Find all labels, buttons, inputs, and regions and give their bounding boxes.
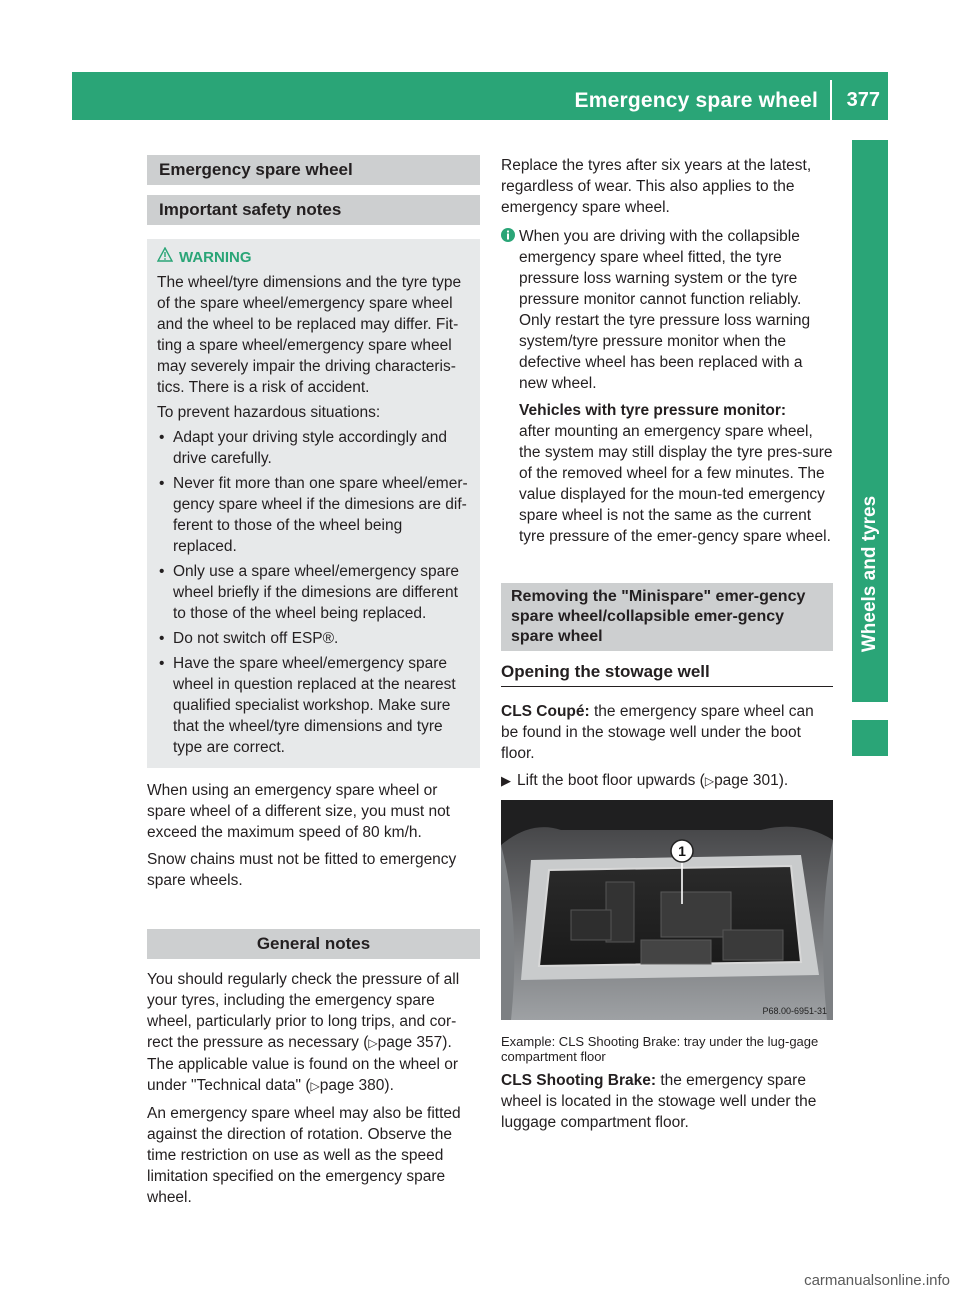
list-item xyxy=(157,473,470,557)
bullet-icon: • xyxy=(159,655,165,672)
opening-title: Opening the stowage well xyxy=(501,661,833,687)
snow-chains-paragraph: Snow chains must not be fitted to emergency spare wheels. xyxy=(147,851,457,889)
tpm-label: Vehicles with tyre pressure monitor: xyxy=(519,402,787,419)
shooting-brake-label: CLS Shooting Brake: xyxy=(501,1072,657,1089)
chapter-marker xyxy=(852,720,888,756)
boot-photo-illustration xyxy=(501,800,833,1020)
general-text: ). The applicable value is found on the wheel or under "Technical data" ( xyxy=(147,1034,459,1094)
bullet-text: Have the spare wheel/emergency spare wheel in question replaced at the nearest qualified specialist workshop. Make sure that the wheel/tyre dimensions and tyre type are correct. xyxy=(173,655,456,756)
coupe-paragraph xyxy=(501,701,833,764)
removing-title: Removing the "Minispare" emer-gency spare wheel/collapsible emer-gency spare wheel xyxy=(501,583,833,651)
left-column xyxy=(147,155,480,1214)
step-text: Lift the boot floor upwards ( xyxy=(517,772,705,789)
tpm-text: after mounting an emergency spare wheel, the system may still display the tyre pres-sure of the removed wheel for a few minutes. The value displayed for the moun-ted emergency spare wheel is not the same as the current tyre pressure of the emer-gency spare wheel. xyxy=(519,423,833,545)
coupe-label: CLS Coupé: xyxy=(501,703,590,720)
chapter-tab xyxy=(852,140,888,702)
page-link[interactable]: page 301 xyxy=(714,772,779,789)
page-ref-arrow-icon: ▷ xyxy=(310,1079,320,1093)
list-item xyxy=(157,653,470,758)
page-link[interactable]: page 357 xyxy=(377,1034,443,1051)
bullet-text: Only use a spare wheel/emergency spare wheel briefly if the dimesions are different to those of the wheel being replaced. xyxy=(173,563,460,622)
right-column xyxy=(501,155,833,1139)
shooting-brake-text: the emergency spare wheel is located in the stowage well under the luggage compartment floor. xyxy=(501,1072,817,1131)
step-instruction xyxy=(501,770,833,792)
general-notes-paragraph xyxy=(147,969,480,1097)
step-arrow-icon: ▶ xyxy=(501,773,511,788)
watermark: carmanualsonline.info xyxy=(804,1272,950,1289)
bullet-icon: • xyxy=(159,563,165,580)
header-bar xyxy=(72,72,888,120)
warning-box xyxy=(147,239,480,768)
speed-limit-paragraph: When using an emergency spare wheel or spare wheel of a different size, you must not exceed the maximum speed of 80 km/h. xyxy=(147,782,450,841)
header-divider xyxy=(830,80,832,120)
page-ref-arrow-icon: ▷ xyxy=(368,1036,378,1050)
section-title: Emergency spare wheel xyxy=(147,155,480,185)
step-text: ). xyxy=(778,772,789,789)
page-ref-arrow-icon: ▷ xyxy=(704,774,715,788)
photo-callout: 1 xyxy=(678,843,686,859)
list-item xyxy=(157,427,470,469)
bullet-text: Adapt your driving style accordingly and drive carefully. xyxy=(173,429,447,467)
shooting-brake-paragraph xyxy=(501,1070,833,1133)
list-item xyxy=(157,561,470,624)
info-icon xyxy=(501,227,515,248)
warning-bullets xyxy=(157,427,470,758)
general-text: ). xyxy=(384,1077,394,1094)
info-note xyxy=(501,226,833,547)
page-number: 377 xyxy=(846,89,880,111)
bullet-text: Never fit more than one spare wheel/emer-gency spare wheel if the dimesions are dif-ferent to those of the wheel being replaced. xyxy=(173,475,468,555)
photo-caption: Example: CLS Shooting Brake: tray under the lug-gage compartment floor xyxy=(501,1034,819,1064)
info-text: When you are driving with the collapsible emergency spare wheel fitted, the tyre pressure loss warning system or the tyre pressure monitor cannot function reliably. Only restart the tyre pressure loss warning system/tyre pressure monitor when the defective wheel has been replaced with a new wheel. xyxy=(519,228,811,392)
warning-triangle-icon xyxy=(157,247,173,268)
bullet-icon: • xyxy=(159,630,165,647)
list-item xyxy=(157,628,470,649)
photo-code: P68.00-6951-31 xyxy=(762,1006,827,1016)
general-text: You should regularly check the pressure of all your tyres, including the emergency spare wheel, particularly prior to long trips, and cor-rect the pressure as necessary ( xyxy=(147,971,460,1051)
page-link[interactable]: page 380 xyxy=(319,1077,385,1094)
header-title: Emergency spare wheel xyxy=(574,89,818,112)
subsection-title: Important safety notes xyxy=(147,195,480,225)
warning-body: The wheel/tyre dimensions and the tyre type of the spare wheel/emergency spare wheel and the wheel to be replaced may differ. Fit-ting a spare wheel/emergency spare wheel may severely impair the driving characteris-tics. There is a risk of accident. xyxy=(157,274,462,396)
rotation-paragraph: An emergency spare wheel may also be fitted against the direction of rotation. Observe the time restriction on use as well as the speed limitation specified on the emergency spare wheel. xyxy=(147,1105,461,1206)
boot-photo xyxy=(501,800,833,1020)
bullet-text: Do not switch off ESP®. xyxy=(173,630,339,647)
general-notes-title: General notes xyxy=(147,929,480,959)
warning-header xyxy=(157,247,470,268)
chapter-tab-label: Wheels and tyres xyxy=(859,495,880,653)
warning-prevent: To prevent hazardous situations: xyxy=(157,404,381,421)
coupe-text: the emergency spare wheel can be found in the stowage well under the boot floor. xyxy=(501,703,814,762)
replace-tyres-paragraph: Replace the tyres after six years at the latest, regardless of wear. This also applies to the emergency spare wheel. xyxy=(501,157,812,216)
bullet-icon: • xyxy=(159,475,165,492)
bullet-icon: • xyxy=(159,429,165,446)
warning-label: WARNING xyxy=(179,249,252,266)
